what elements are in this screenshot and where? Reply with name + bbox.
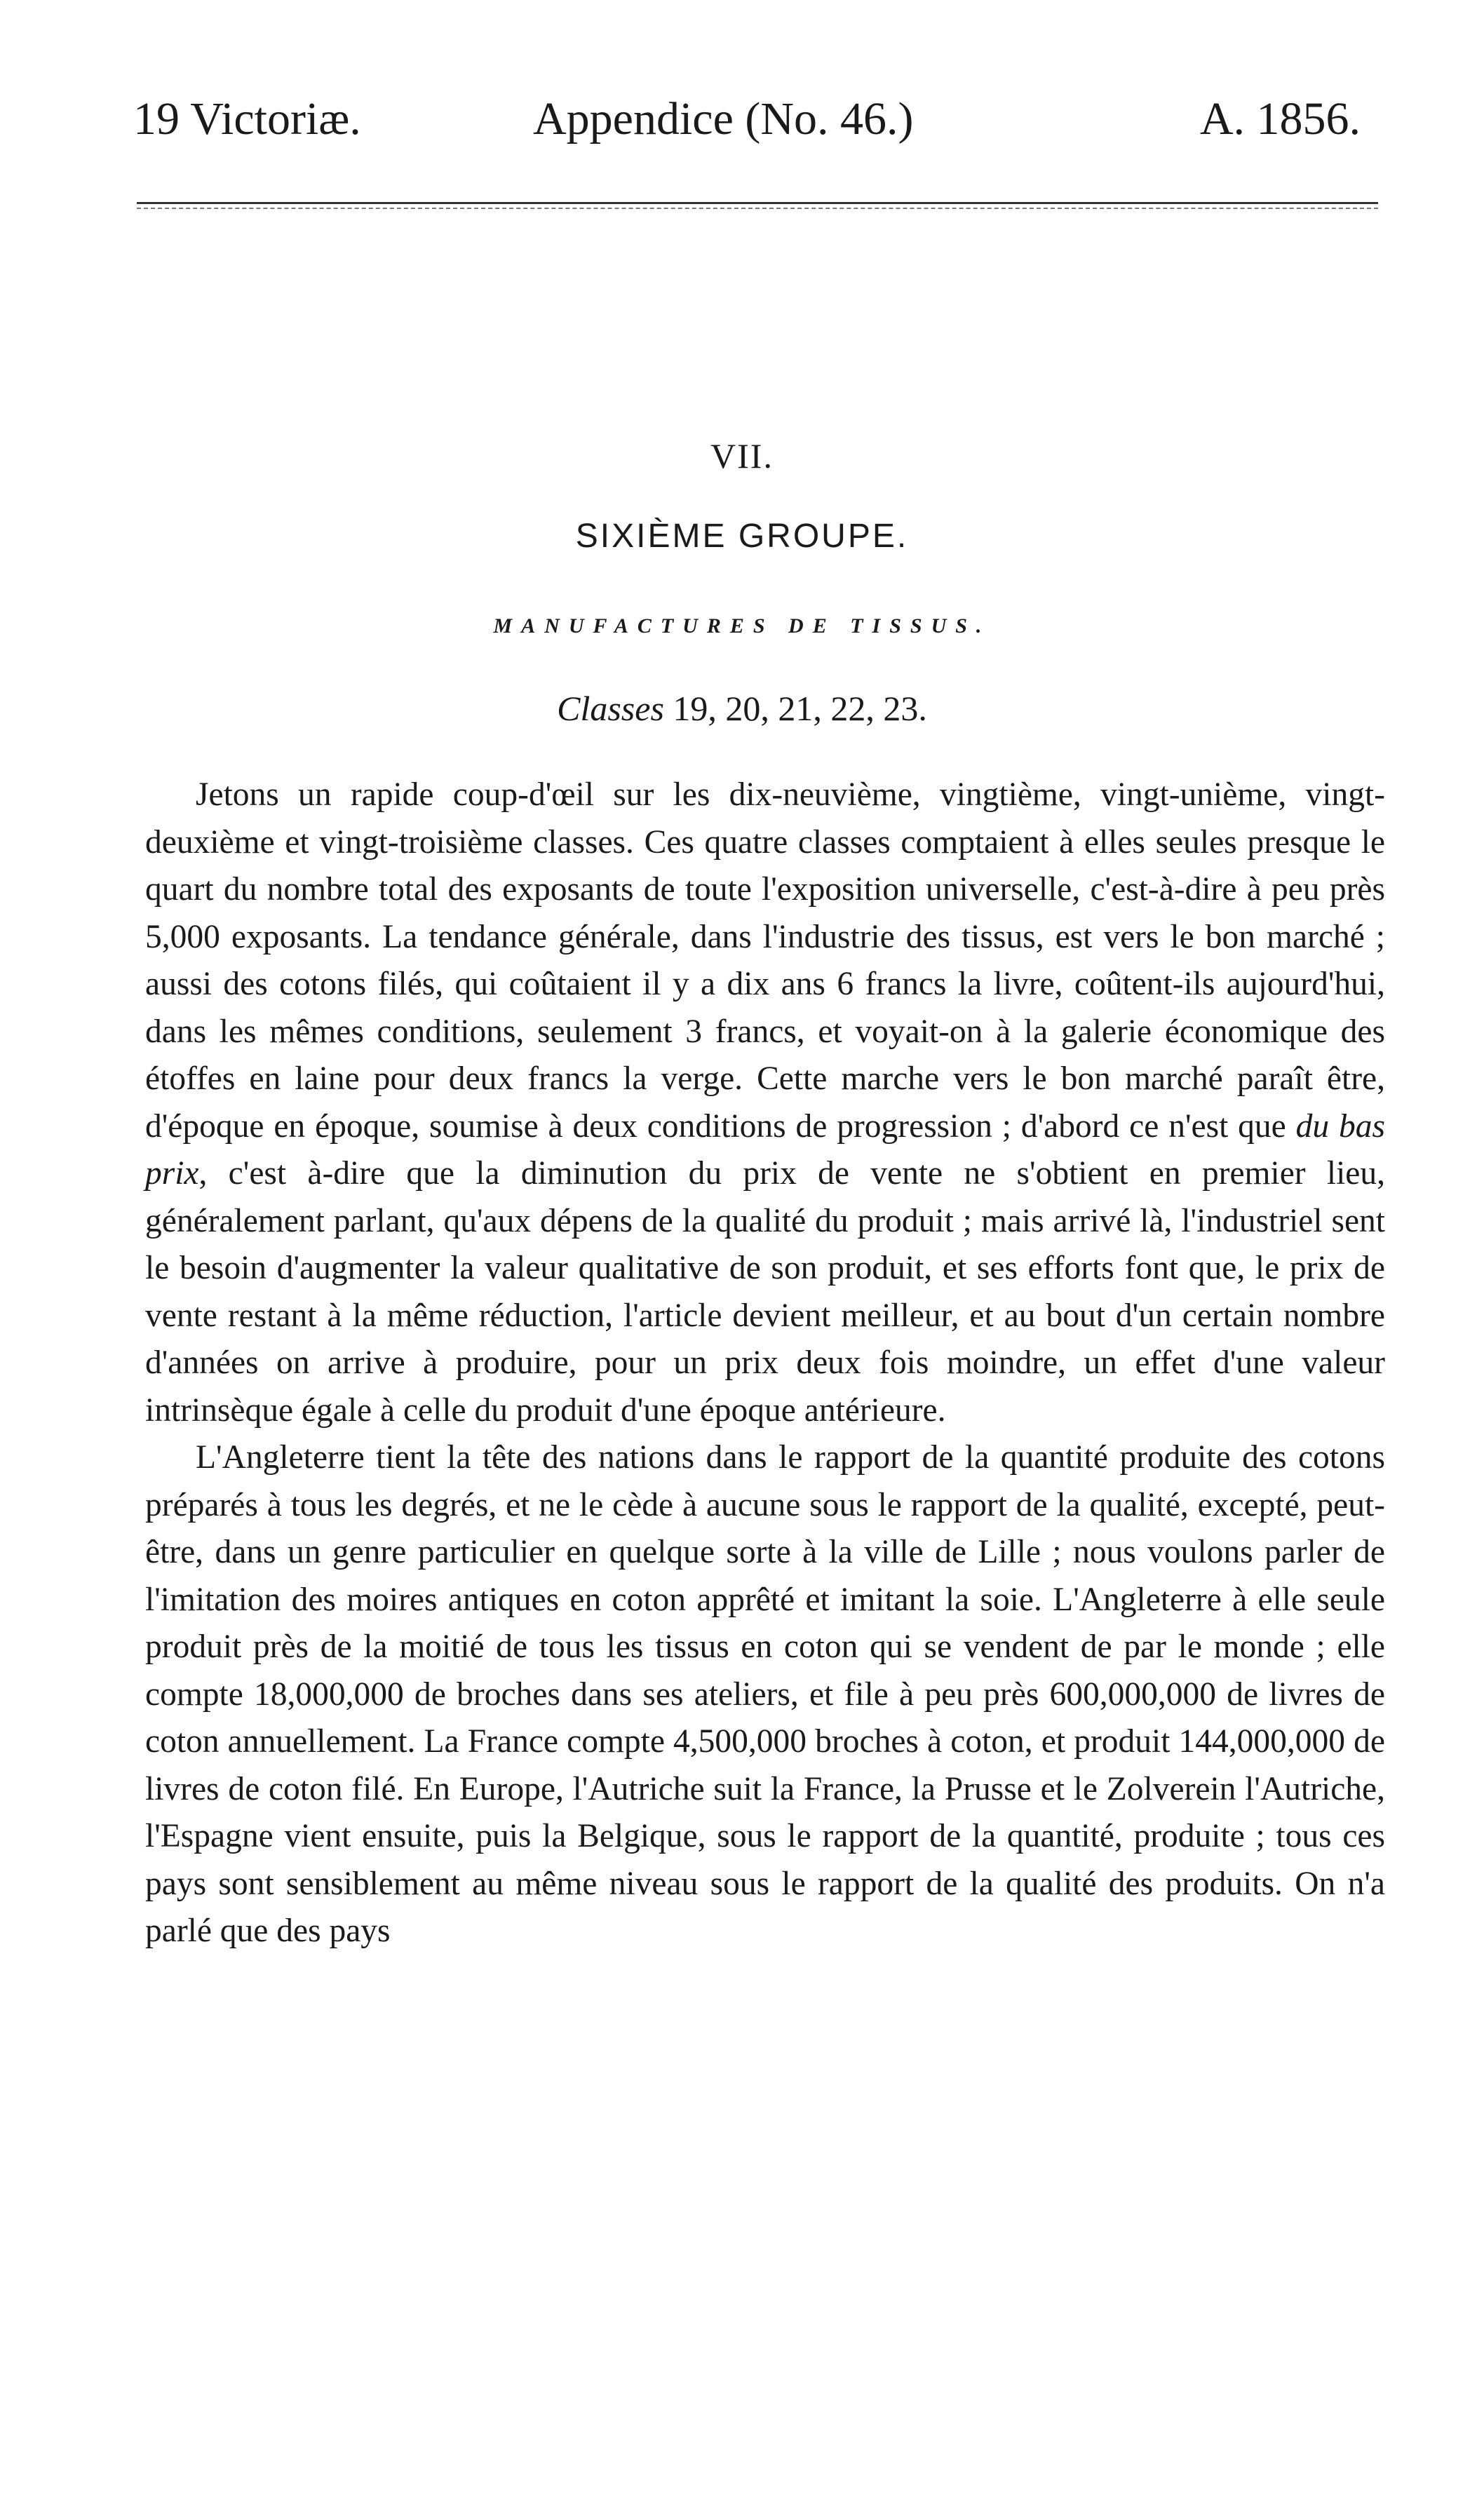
classes-label: Classes	[557, 689, 664, 728]
paragraph-1-italic: du bas prix	[145, 1107, 1385, 1192]
header-session: 19 Victoriæ.	[133, 93, 361, 144]
paragraph-2: L'Angleterre tient la tête des nations dans le rapport de la quantité produite des cotons préparés à tous les degrés, et ne le cède à aucune sous le rapport de la qualité, excepté, peut-être, dans un genre particulier en quelque sorte à la ville de Lille ; nous voulons parler de l'imitation des moires antiques en coton apprêté et imitant la soie. L'Angleterre à elle seule produit près de la moitié de tous les tissus en coton qui se vendent de par le monde ; elle compte 18,000,000 de broches dans ses ateliers, et file à peu près 600,000,000 de livres de coton annuellement. La France compte 4,500,000 broches à coton, et produit 144,000,000 de livres de coton filé. En Europe, l'Autriche suit la France, la Prusse et le Zolverein l'Autriche, l'Espagne vient ensuite, puis la Belgique, sous le rapport de la quantité, produite ; tous ces pays sont sensiblement au même niveau sous le rapport de la qualité des produits. On n'a parlé que des pays	[145, 1439, 1385, 1949]
running-header	[133, 91, 1361, 147]
header-appendix: Appendice (No. 46.)	[533, 93, 914, 144]
section-subtitle: MANUFACTURES DE TISSUS.	[493, 614, 991, 638]
classes-values: 19, 20, 21, 22, 23.	[673, 689, 927, 728]
body-text	[145, 771, 1385, 1955]
paragraph-1-part-2: , c'est à-dire que la diminution du prix de vente ne s'obtient en premier lieu, généralement parlant, qu'aux dépens de la qualité du produit ; mais arrivé là, l'industriel sent le besoin d'augmenter la valeur qualitative de son produit, et ses efforts font que, le prix de vente restant à la même réduction, l'article devient meilleur, et au bout d'un certain nombre d'années on arrive à produire, pour un prix deux fois moindre, un effet d'une valeur intrinsèque égale à celle du produit d'une époque antérieure.	[145, 1155, 1385, 1429]
header-rule-secondary	[137, 208, 1378, 209]
paragraph-1-part-1: Jetons un rapide coup-d'œil sur les dix-neuvième, vingtième, vingt-unième, vingt-deuxième et vingt-troisième classes. Ces quatre classes comptaient à elles seules presque le quart du nombre total des exposants de toute l'exposition universelle, c'est-à-dire à peu près 5,000 exposants. La tendance générale, dans l'industrie des tissus, est vers le bon marché ; aussi des cotons filés, qui coûtaient il y a dix ans 6 francs la livre, coûtent-ils aujourd'hui, dans les mêmes conditions, seulement 3 francs, et voyait-on à la galerie économique des étoffes en laine pour deux francs la verge. Cette marche vers le bon marché paraît être, d'époque en époque, soumise à deux conditions de progression ; d'abord ce n'est que	[145, 776, 1385, 1145]
header-rule	[137, 202, 1378, 204]
classes-line	[0, 684, 1484, 733]
group-title: SIXIÈME GROUPE.	[575, 518, 909, 555]
section-number: VII.	[710, 436, 774, 476]
paragraph-1	[145, 771, 1385, 1434]
header-year: A. 1856.	[1199, 93, 1361, 144]
